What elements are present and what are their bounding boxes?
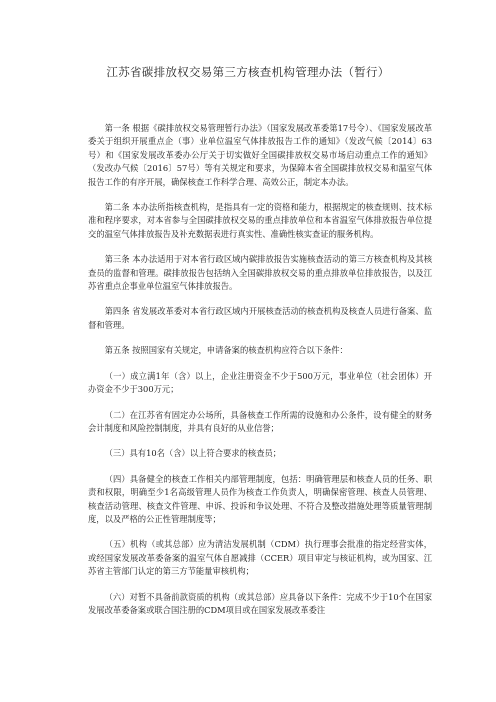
condition-2-paragraph: （二）在江苏省有固定办公场所，具备核查工作所需的设施和办公条件，设有健全的财务会计制度和风险控制制度，并具有良好的从业信誉； bbox=[88, 409, 432, 433]
article-4-paragraph: 第四条 省发展改革委对本省行政区域内开展核查活动的核查机构及核查人员进行备案、监督和管理。 bbox=[88, 306, 432, 330]
article-3-paragraph: 第三条 本办法适用于对本省行政区域内碳排放报告实施核查活动的第三方核查机构及其核查员的监督和管理。碳排放报告包括纳入全国碳排放权交易的重点排放单位排放报告，以及江苏省重点企事业单位温室气体排放报告。 bbox=[88, 254, 432, 292]
document-title: 江苏省碳排放权交易第三方核查机构管理办法（暂行） bbox=[106, 65, 390, 79]
document-body bbox=[88, 122, 432, 629]
article-2-paragraph: 第二条 本办法所指核查机构，是指具有一定的资格和能力，根据规定的核查规则、技术标准和程序要求，对本省参与全国碳排放权交易的重点排放单位和本省温室气体排放报告单位提交的温室气体排放报告及补充数据表进行真实性、准确性核实查证的服务机构。 bbox=[88, 202, 432, 239]
condition-1-paragraph: （一）成立满1年（含）以上，企业注册资金不少于500万元，事业单位（社会团体）开办资金不少于300万元； bbox=[88, 370, 432, 395]
condition-5-paragraph: （五）机构（或其总部）应为清洁发展机制（CDM）执行理事会批准的指定经营实体，或经国家发展改革委备案的温室气体自愿减排（CCER）项目审定与核证机构，或为国家、江苏省主管部门认定的第三方节能量审核机构； bbox=[88, 539, 432, 577]
condition-6-paragraph: （六）对暂不具备前款资质的机构（或其总部）应具备以下条件：完成不少于10个在国家发展改革委备案或联合国注册的CDM项目或在国家发展改革委注 bbox=[88, 591, 432, 615]
article-1-paragraph: 第一条 根据《碳排放权交易管理暂行办法》（国家发展改革委第17号令）、《国家发展改革委关于组织开展重点企（事）业单位温室气体排放报告工作的通知》（发改气候〔2014〕63号）和《国家发展改革委办公厅关于切实做好全国碳排放权交易市场启动重点工作的通知》（发改办气候〔2016〕57号）等有关规定和要求，为保障本省全国碳排放权交易和温室气体报告工作的有序开展，确保核查工作科学合理、高效公正，制定本办法。 bbox=[88, 123, 432, 187]
condition-4-paragraph: （四）具备健全的核查工作相关内部管理制度，包括：明确管理层和核查人员的任务、职责和权限，明确至少1名高级管理人员作为核查工作负责人，明确保密管理、核查人员管理、核查活动管理、核查文件管理、申诉、投诉和争议处理、不符合及整改措施处理等质量管理制度，以及严格的公正性管理制度等； bbox=[88, 473, 432, 524]
article-5-paragraph: 第五条 按照国家有关规定，申请备案的核查机构应符合以下条件： bbox=[104, 345, 348, 356]
condition-3-paragraph: （三）具有10名（含）以上符合要求的核查员； bbox=[104, 448, 282, 459]
